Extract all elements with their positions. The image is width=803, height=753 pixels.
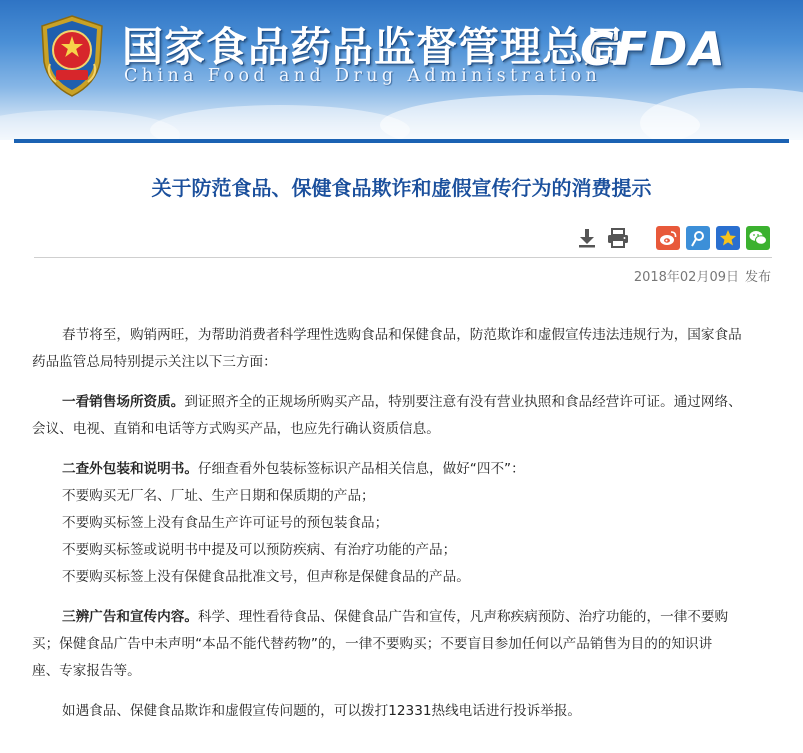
article-title: 关于防范食品、保健食品欺诈和虚假宣传行为的消费提示 [151,176,652,200]
weibo-share-icon[interactable] [656,226,680,250]
qzone-share-icon[interactable] [716,226,740,250]
tencent-weibo-share-icon[interactable] [686,226,710,250]
point-three-text: 科学、理性看待食品、保健食品广告和宣传，凡声称疾病预防、治疗功能的，一律不要购 [197,609,729,625]
cloud-decoration [640,88,803,140]
point-one-text: 到证照齐全的正规场所购买产品，特别要注意有没有营业执照和食品经营许可证。通过网络、 [184,394,742,410]
publish-info [634,266,771,285]
header-divider [14,139,789,143]
point-three-heading: 三辨广告和宣传内容。 [62,609,198,625]
wechat-share-icon[interactable] [746,226,770,250]
cloud-decoration [150,105,410,140]
point-two-heading: 二查外包装和说明书。 [62,461,198,477]
org-name-english: China Food and Drug Administration [124,66,602,86]
title-divider [34,257,772,258]
article-body [32,322,768,738]
publish-label: 发布 [744,270,771,285]
org-name-chinese: 国家食品药品监督管理总局 [122,23,626,71]
list-item: 不要购买标签上没有食品生产许可证号的预包装食品； [62,515,389,531]
list-item: 不要购买无厂名、厂址、生产日期和保质期的产品； [62,488,375,504]
point-two-text: 仔细查看外包装标签标识产品相关信息，做好“四不”： [197,461,525,477]
point-three-text: 买；保健食品广告中未声明“本品不能代替药物”的，一律不要购买；不要盲目参加任何以产品销售为目的的知识讲 [32,636,713,652]
article-toolbar [574,224,770,252]
print-icon[interactable] [605,225,631,251]
agency-emblem-icon[interactable] [36,14,108,98]
point-three-text: 座、专家报告等。 [32,663,141,679]
closing-text: 如遇食品、保健食品欺诈和虚假宣传问题的，可以拨打12331热线电话进行投诉举报。 [62,703,582,719]
list-item: 不要购买标签或说明书中提及可以预防疾病、有治疗功能的产品； [62,542,457,558]
intro-line: 春节将至，购销两旺，为帮助消费者科学理性选购食品和保健食品，防范欺诈和虚假宣传违法违规行为，国家食品 [62,327,742,343]
point-one-paragraph [32,389,768,443]
download-icon[interactable] [574,225,600,251]
header-banner [0,0,803,140]
intro-line: 药品监管总局特别提示关注以下三方面： [32,354,277,370]
point-one-text: 会议、电视、直销和电话等方式购买产品，也应先行确认资质信息。 [32,421,440,437]
point-two-paragraph [62,456,768,591]
list-item: 不要购买标签上没有保健食品批准文号，但声称是保健食品的产品。 [62,569,470,585]
cfda-logo[interactable]: CFDA [580,22,727,76]
point-three-paragraph [32,604,768,685]
closing-paragraph [62,698,768,725]
publish-date: 2018年02月09日 [633,270,739,285]
point-one-heading: 一看销售场所资质。 [62,394,185,410]
intro-paragraph [32,322,768,376]
